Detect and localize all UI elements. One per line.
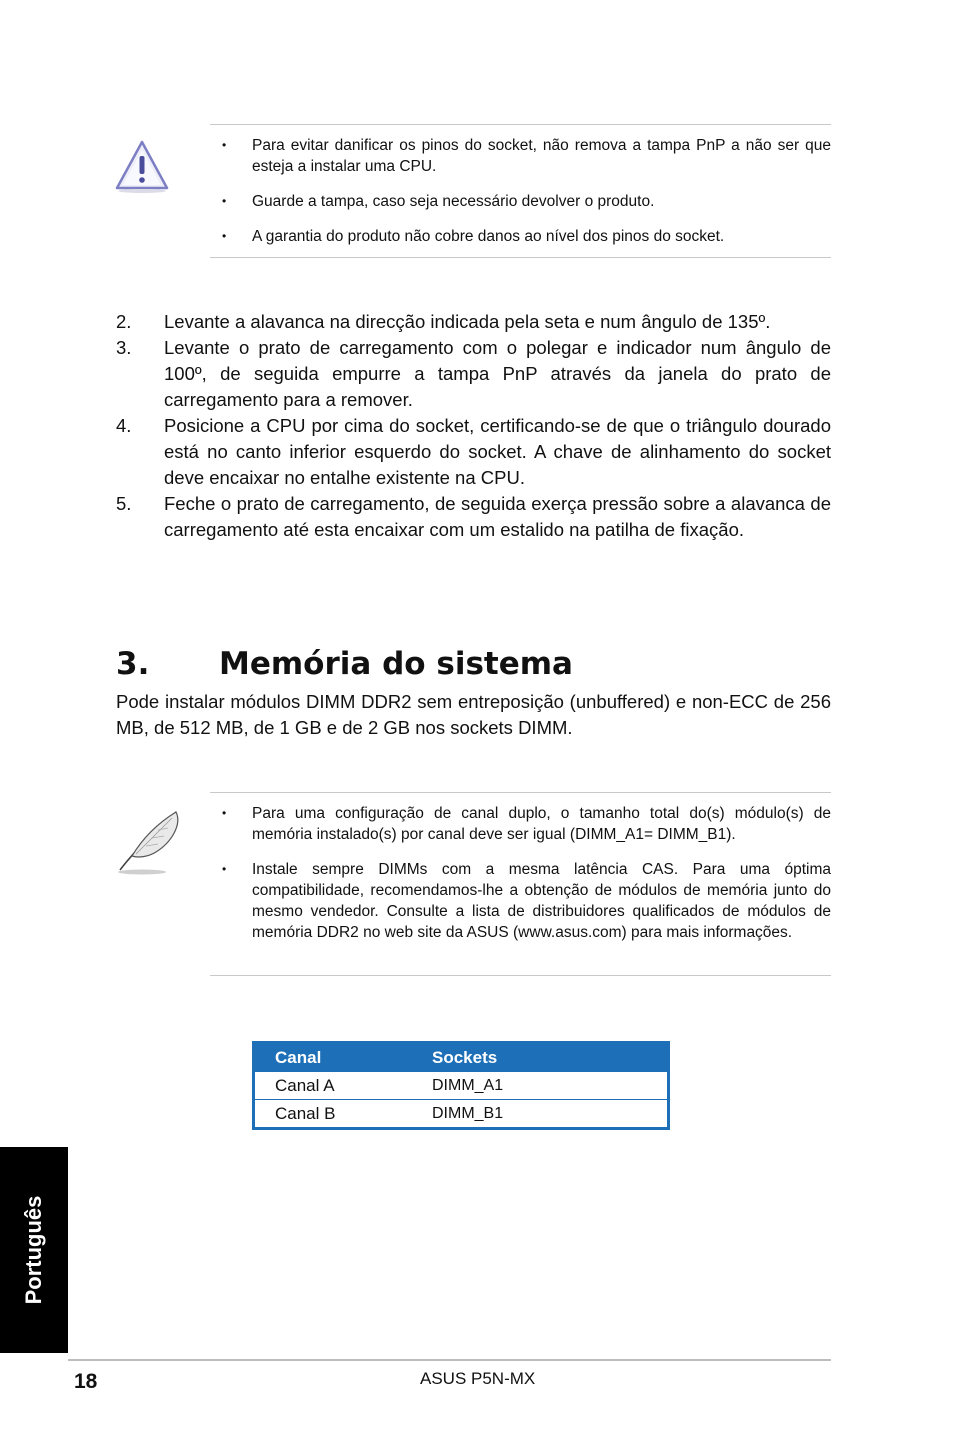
installation-steps [116,309,831,543]
caution-note-item: • Para evitar danificar os pinos do socket, não remova a tampa PnP a não ser que esteja a instalar uma CPU. [210,135,831,177]
section-intro: Pode instalar módulos DIMM DDR2 sem entreposição (unbuffered) e non-ECC de 256 MB, de 512 MB, de 1 GB e de 2 GB nos sockets DIMM. [116,691,831,738]
step-text: Levante o prato de carregamento com o polegar e indicador num ângulo de 100º, de seguida empurre a tampa PnP através da janela do prato de carregamento para a remover. [164,337,831,410]
table-cell: DIMM_B1 [412,1100,669,1129]
table-cell: DIMM_A1 [412,1072,669,1100]
caution-note-item: • Guarde a tampa, caso seja necessário devolver o produto. [210,191,831,212]
dimm-channel-table [252,1041,670,1130]
info-note-item: • Instale sempre DIMMs com a mesma latência CAS. Para uma óptima compatibilidade, recomendamos-lhe a obtenção de módulos de memória junto do mesmo vendedor. Consulte a lista de distribuidores qualificados de módulos de memória DDR2 no web site da ASUS (www.asus.com) para mais informações. [210,859,831,943]
step-item [116,309,831,335]
info-note-box [210,792,831,976]
footer-divider [68,1359,831,1361]
table-cell: Canal A [254,1072,413,1100]
language-side-tab [0,1147,68,1353]
step-number: 3. [116,337,132,358]
step-item [116,335,831,413]
warning-triangle-icon [113,138,171,194]
caution-note-box [210,124,831,258]
step-text: Levante a alavanca na direcção indicada pela seta e num ângulo de 135º. [164,311,771,332]
step-item [116,491,831,543]
section-number: 3. [116,646,150,682]
language-label: Português [21,1195,46,1305]
step-number: 5. [116,493,132,514]
step-text: Posicione a CPU por cima do socket, certificando-se de que o triângulo dourado está no canto inferior esquerdo do socket. A chave de alinhamento do socket deve encaixar no entalhe existente na CPU. [164,415,831,488]
section-title: Memória do sistema [219,646,573,682]
table-header-row [254,1043,669,1072]
table-row [254,1072,669,1100]
table-row [254,1100,669,1129]
column-header-canal: Canal [254,1043,413,1072]
page-number: 18 [74,1370,98,1393]
column-header-sockets: Sockets [412,1043,669,1072]
table-cell: Canal B [254,1100,413,1129]
step-number: 4. [116,415,132,436]
feather-pen-icon [112,806,184,876]
step-text: Feche o prato de carregamento, de seguida exerça pressão sobre a alavanca de carregamento até esta encaixar com um estalido na patilha de fixação. [164,493,831,540]
step-item [116,413,831,491]
caution-note-item: • A garantia do produto não cobre danos ao nível dos pinos do socket. [210,226,831,247]
step-number: 2. [116,311,132,332]
product-model: ASUS P5N-MX [420,1369,536,1388]
section-heading [116,646,573,682]
info-note-item: • Para uma configuração de canal duplo, o tamanho total do(s) módulo(s) de memória instalado(s) por canal deve ser igual (DIMM_A1= DIMM_B1). [210,803,831,845]
